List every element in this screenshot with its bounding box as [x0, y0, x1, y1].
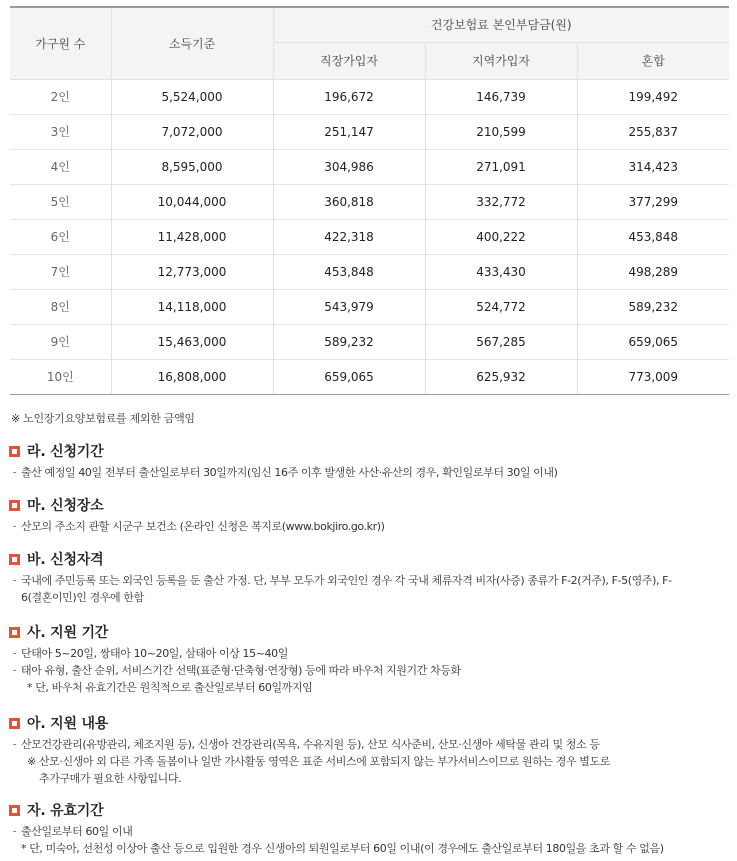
section-bullet-icon: [9, 500, 20, 511]
cell-household: 8인: [10, 289, 111, 324]
cell-mixed: 255,837: [577, 114, 729, 149]
header-employee: 직장가입자: [273, 42, 425, 79]
section-item: 단태아 5~20일, 쌍태아 10~20일, 삼태아 이상 15~40일: [13, 645, 731, 662]
cell-employee: 589,232: [273, 324, 425, 359]
cell-regional: 332,772: [425, 184, 577, 219]
cell-employee: 304,986: [273, 149, 425, 184]
section-eligibility: [9, 550, 731, 606]
section-item-continuation: 6(결혼이민)인 경우에 한함: [21, 591, 144, 604]
section-bullet-icon: [9, 627, 20, 638]
table-row: [10, 359, 729, 394]
cell-mixed: 199,492: [577, 79, 729, 114]
section-bullet-icon: [9, 446, 20, 457]
cell-regional: 524,772: [425, 289, 577, 324]
cell-income: 14,118,000: [111, 289, 273, 324]
cell-income: 10,044,000: [111, 184, 273, 219]
cell-regional: 271,091: [425, 149, 577, 184]
cell-household: 5인: [10, 184, 111, 219]
table-footnote: ※ 노인장기요양보험료를 제외한 금액임: [11, 412, 195, 425]
section-application-place: [9, 496, 731, 535]
section-title: 라. 신청기간: [27, 444, 104, 460]
header-mixed: 혼합: [577, 42, 729, 79]
section-item: 출산 예정일 40일 전부터 출산일로부터 30일까지(임신 16주 이후 발생한 사산·유산의 경우, 확인일로부터 30일 이내): [13, 464, 731, 481]
section-title: 바. 신청자격: [27, 552, 104, 568]
cell-employee: 360,818: [273, 184, 425, 219]
cell-regional: 210,599: [425, 114, 577, 149]
cell-income: 16,808,000: [111, 359, 273, 394]
section-title: 자. 유효기간: [27, 803, 104, 819]
table-row: [10, 219, 729, 254]
cell-regional: 625,932: [425, 359, 577, 394]
cell-income: 15,463,000: [111, 324, 273, 359]
table-row: [10, 289, 729, 324]
cell-mixed: 589,232: [577, 289, 729, 324]
cell-employee: 422,318: [273, 219, 425, 254]
cell-mixed: 498,289: [577, 254, 729, 289]
table-row: [10, 254, 729, 289]
table-row: [10, 149, 729, 184]
section-bullet-icon: [9, 554, 20, 565]
cell-mixed: 773,009: [577, 359, 729, 394]
header-premium-group: 건강보험료 본인부담금(원): [273, 7, 729, 42]
premium-table: [10, 6, 729, 395]
table-row: [10, 324, 729, 359]
section-support-period: [9, 623, 731, 696]
cell-income: 5,524,000: [111, 79, 273, 114]
cell-household: 3인: [10, 114, 111, 149]
cell-household: 10인: [10, 359, 111, 394]
table-row: [10, 79, 729, 114]
section-note-continuation: 추가구매가 필요한 사항입니다.: [39, 772, 182, 785]
section-bullet-icon: [9, 718, 20, 729]
section-note: * 단, 미숙아, 선천성 이상아 출산 등으로 입원한 경우 신생아의 퇴원일로부터 60일 이내(이 경우에도 출산일로부터 180일을 초과 할 수 없음): [21, 842, 664, 855]
cell-employee: 196,672: [273, 79, 425, 114]
section-application-period: [9, 442, 731, 481]
cell-regional: 433,430: [425, 254, 577, 289]
cell-employee: 453,848: [273, 254, 425, 289]
cell-regional: 146,739: [425, 79, 577, 114]
section-support-content: [9, 714, 731, 787]
cell-income: 11,428,000: [111, 219, 273, 254]
header-household: 가구원 수: [10, 7, 111, 79]
section-title: 사. 지원 기간: [27, 625, 109, 641]
cell-employee: 659,065: [273, 359, 425, 394]
cell-employee: 543,979: [273, 289, 425, 324]
cell-mixed: 314,423: [577, 149, 729, 184]
section-item: 산모건강관리(유방관리, 체조지원 등), 신생아 건강관리(목욕, 수유지원 등), 산모 식사준비, 산모·신생아 세탁물 관리 및 청소 등: [13, 736, 731, 753]
cell-regional: 400,222: [425, 219, 577, 254]
cell-household: 9인: [10, 324, 111, 359]
cell-household: 7인: [10, 254, 111, 289]
section-item: 국내에 주민등록 또는 외국인 등록을 둔 출산 가정. 단, 부부 모두가 외국인인 경우 각 국내 체류자격 비자(사증) 종류가 F-2(거주), F-5(영주), F-: [13, 572, 731, 589]
cell-income: 8,595,000: [111, 149, 273, 184]
cell-regional: 567,285: [425, 324, 577, 359]
table-row: [10, 114, 729, 149]
section-bullet-icon: [9, 805, 20, 816]
cell-mixed: 453,848: [577, 219, 729, 254]
section-title: 아. 지원 내용: [27, 716, 109, 732]
table-row: [10, 184, 729, 219]
header-income: 소득기준: [111, 7, 273, 79]
section-note: ※ 산모·신생아 외 다른 가족 돌봄이나 일반 가사활동 영역은 표준 서비스에 포함되지 않는 부가서비스이므로 원하는 경우 별도로: [27, 755, 610, 768]
section-item: 출산일로부터 60일 이내: [13, 823, 731, 840]
cell-employee: 251,147: [273, 114, 425, 149]
section-note: * 단, 바우처 유효기간은 원칙적으로 출산일로부터 60일까지임: [27, 681, 313, 694]
cell-household: 4인: [10, 149, 111, 184]
cell-income: 7,072,000: [111, 114, 273, 149]
section-item: 태아 유형, 출산 순위, 서비스기간 선택(표준형·단축형·연장형) 등에 따라 바우처 지원기간 차등화: [13, 662, 731, 679]
header-regional: 지역가입자: [425, 42, 577, 79]
cell-mixed: 659,065: [577, 324, 729, 359]
cell-household: 2인: [10, 79, 111, 114]
section-validity-period: [9, 801, 731, 857]
cell-mixed: 377,299: [577, 184, 729, 219]
section-item: 산모의 주소지 관할 시군구 보건소 (온라인 신청은 복지로(www.bokjiro.go.kr)): [13, 518, 731, 535]
section-title: 마. 신청장소: [27, 498, 104, 514]
cell-income: 12,773,000: [111, 254, 273, 289]
cell-household: 6인: [10, 219, 111, 254]
